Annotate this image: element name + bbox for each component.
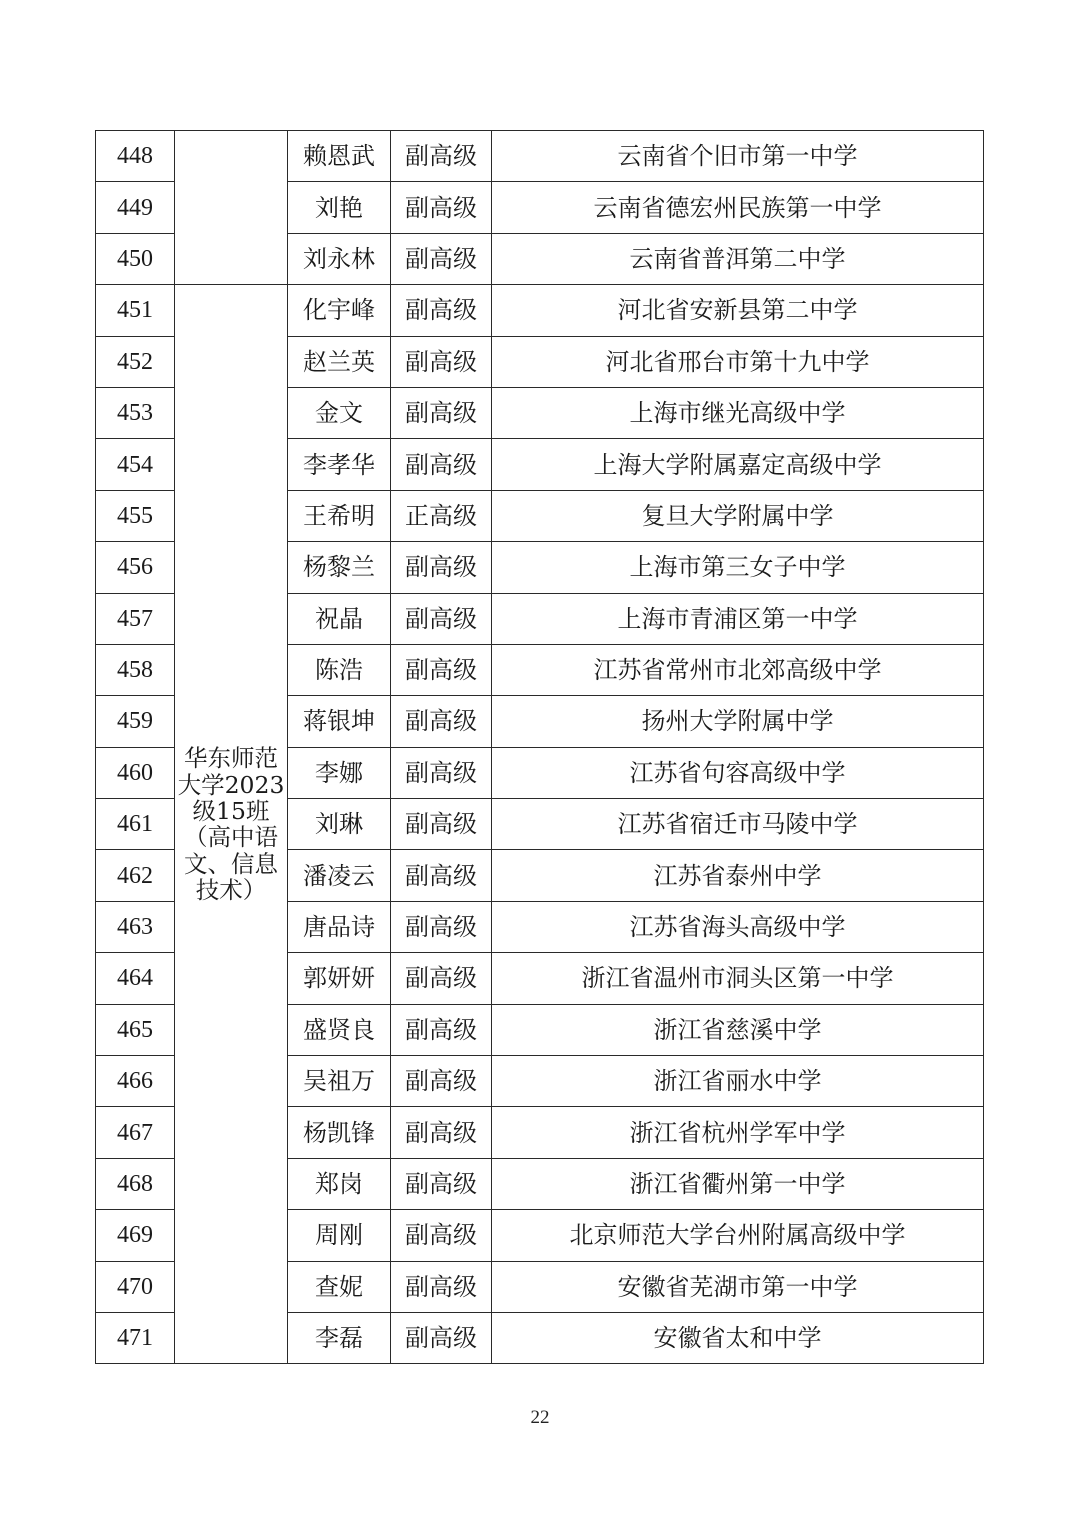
- teacher-name: 盛贤良: [288, 1004, 391, 1055]
- row-number: 448: [96, 131, 175, 182]
- teacher-name: 王希明: [288, 490, 391, 541]
- teacher-name: 祝晶: [288, 593, 391, 644]
- table-row: [96, 131, 984, 182]
- class-group-label: 华东师范大学2023级15班（高中语文、信息技术）: [177, 744, 285, 904]
- professional-title: 副高级: [391, 593, 492, 644]
- row-number: 451: [96, 285, 175, 336]
- row-number: 461: [96, 799, 175, 850]
- professional-title: 副高级: [391, 387, 492, 438]
- school-name: 江苏省句容高级中学: [492, 747, 984, 798]
- school-name: 云南省个旧市第一中学: [492, 131, 984, 182]
- teacher-name: 郑岗: [288, 1158, 391, 1209]
- school-name: 上海大学附属嘉定高级中学: [492, 439, 984, 490]
- professional-title: 副高级: [391, 182, 492, 233]
- school-name: 河北省安新县第二中学: [492, 285, 984, 336]
- school-name: 上海市青浦区第一中学: [492, 593, 984, 644]
- teacher-name: 杨凯锋: [288, 1107, 391, 1158]
- teacher-name: 吴祖万: [288, 1056, 391, 1107]
- row-number: 465: [96, 1004, 175, 1055]
- professional-title: 副高级: [391, 336, 492, 387]
- row-number: 471: [96, 1312, 175, 1363]
- school-name: 扬州大学附属中学: [492, 696, 984, 747]
- school-name: 浙江省温州市洞头区第一中学: [492, 953, 984, 1004]
- teacher-name: 金文: [288, 387, 391, 438]
- professional-title: 副高级: [391, 233, 492, 284]
- professional-title: 副高级: [391, 644, 492, 695]
- row-number: 462: [96, 850, 175, 901]
- row-number: 450: [96, 233, 175, 284]
- teacher-roster-table: [95, 130, 984, 1364]
- teacher-name: 蒋银坤: [288, 696, 391, 747]
- teacher-name: 化宇峰: [288, 285, 391, 336]
- professional-title: 副高级: [391, 542, 492, 593]
- professional-title: 副高级: [391, 1004, 492, 1055]
- professional-title: 副高级: [391, 131, 492, 182]
- teacher-name: 李磊: [288, 1312, 391, 1363]
- school-name: 浙江省丽水中学: [492, 1056, 984, 1107]
- school-name: 云南省普洱第二中学: [492, 233, 984, 284]
- row-number: 457: [96, 593, 175, 644]
- school-name: 浙江省杭州学军中学: [492, 1107, 984, 1158]
- school-name: 浙江省衢州第一中学: [492, 1158, 984, 1209]
- teacher-name: 赵兰英: [288, 336, 391, 387]
- roster-body: [96, 131, 984, 1364]
- teacher-name: 查妮: [288, 1261, 391, 1312]
- teacher-name: 唐品诗: [288, 901, 391, 952]
- professional-title: 副高级: [391, 747, 492, 798]
- school-name: 北京师范大学台州附属高级中学: [492, 1210, 984, 1261]
- row-number: 463: [96, 901, 175, 952]
- teacher-name: 郭妍妍: [288, 953, 391, 1004]
- school-name: 上海市第三女子中学: [492, 542, 984, 593]
- teacher-name: 刘琳: [288, 799, 391, 850]
- row-number: 455: [96, 490, 175, 541]
- row-number: 449: [96, 182, 175, 233]
- row-number: 459: [96, 696, 175, 747]
- school-name: 复旦大学附属中学: [492, 490, 984, 541]
- professional-title: 副高级: [391, 285, 492, 336]
- professional-title: 副高级: [391, 1210, 492, 1261]
- row-number: 467: [96, 1107, 175, 1158]
- teacher-name: 李孝华: [288, 439, 391, 490]
- teacher-name: 陈浩: [288, 644, 391, 695]
- professional-title: 副高级: [391, 799, 492, 850]
- school-name: 安徽省太和中学: [492, 1312, 984, 1363]
- school-name: 江苏省宿迁市马陵中学: [492, 799, 984, 850]
- school-name: 云南省德宏州民族第一中学: [492, 182, 984, 233]
- school-name: 江苏省常州市北郊高级中学: [492, 644, 984, 695]
- row-number: 469: [96, 1210, 175, 1261]
- professional-title: 副高级: [391, 1261, 492, 1312]
- school-name: 江苏省海头高级中学: [492, 901, 984, 952]
- row-number: 460: [96, 747, 175, 798]
- professional-title: 副高级: [391, 901, 492, 952]
- teacher-name: 赖恩武: [288, 131, 391, 182]
- school-name: 安徽省芜湖市第一中学: [492, 1261, 984, 1312]
- professional-title: 副高级: [391, 850, 492, 901]
- school-name: 浙江省慈溪中学: [492, 1004, 984, 1055]
- professional-title: 副高级: [391, 953, 492, 1004]
- row-number: 458: [96, 644, 175, 695]
- professional-title: 副高级: [391, 1312, 492, 1363]
- class-group-cell-1: [175, 131, 288, 285]
- professional-title: 副高级: [391, 696, 492, 747]
- row-number: 468: [96, 1158, 175, 1209]
- row-number: 453: [96, 387, 175, 438]
- professional-title: 副高级: [391, 439, 492, 490]
- teacher-name: 李娜: [288, 747, 391, 798]
- professional-title: 正高级: [391, 490, 492, 541]
- row-number: 466: [96, 1056, 175, 1107]
- row-number: 456: [96, 542, 175, 593]
- class-group-cell-2: [175, 285, 288, 1364]
- page-number: 22: [530, 1407, 550, 1428]
- row-number: 470: [96, 1261, 175, 1312]
- row-number: 464: [96, 953, 175, 1004]
- professional-title: 副高级: [391, 1158, 492, 1209]
- professional-title: 副高级: [391, 1107, 492, 1158]
- teacher-name: 潘凌云: [288, 850, 391, 901]
- teacher-name: 刘永林: [288, 233, 391, 284]
- professional-title: 副高级: [391, 1056, 492, 1107]
- teacher-name: 杨黎兰: [288, 542, 391, 593]
- table-row: [96, 285, 984, 336]
- row-number: 454: [96, 439, 175, 490]
- teacher-name: 周刚: [288, 1210, 391, 1261]
- school-name: 江苏省泰州中学: [492, 850, 984, 901]
- school-name: 河北省邢台市第十九中学: [492, 336, 984, 387]
- row-number: 452: [96, 336, 175, 387]
- school-name: 上海市继光高级中学: [492, 387, 984, 438]
- teacher-name: 刘艳: [288, 182, 391, 233]
